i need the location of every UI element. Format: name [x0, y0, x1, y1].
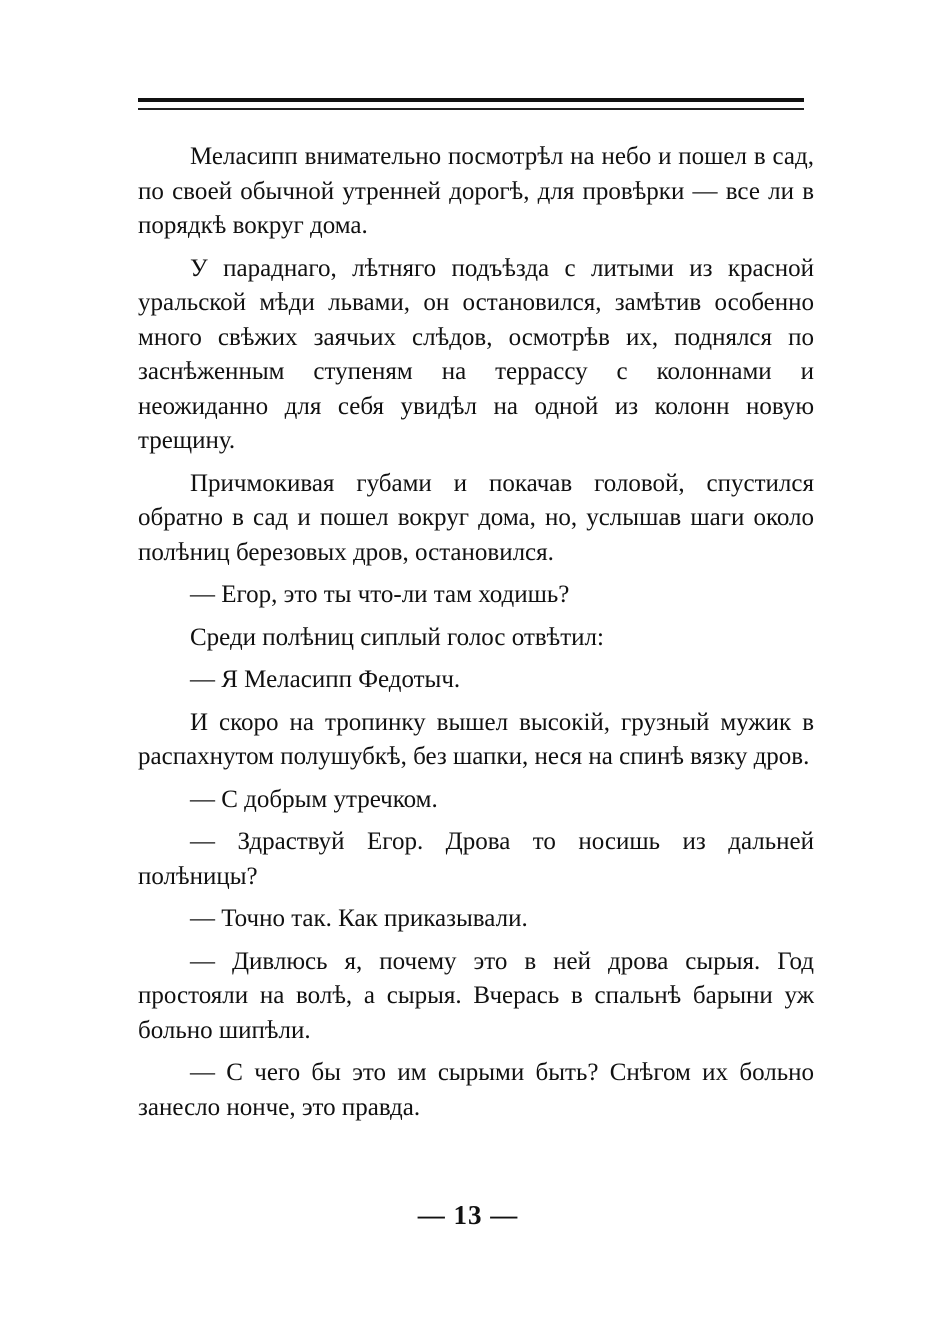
header-rule-thick — [138, 98, 804, 102]
dialogue-line: — Дивлюсь я, почему это в ней дрова сырыя. Год простояли на волѣ, а сырыя. Вчерась в спальнѣ барыни уж больно шипѣли. — [138, 947, 814, 1044]
header-rule-thin — [138, 108, 804, 110]
dialogue-line: — Здраствуй Егор. Дрова то носишь из дальней полѣницы? — [138, 828, 814, 890]
page-number: — 13 — — [417, 1200, 519, 1230]
dialogue-line: — С добрым утречком. — [190, 785, 438, 813]
paragraph: И скоро на тропинку вышел высокій, грузный мужик в распахнутом полушубкѣ, без шапки, неся на спинѣ вязку дров. — [138, 708, 814, 770]
paragraph: Среди полѣниц сиплый голос отвѣтил: — [190, 623, 604, 651]
paragraph: Причмокивая губами и покачав головой, спустился обратно в сад и пошел вокруг дома, но, услышав шаги около полѣниц березовых дров, остановился. — [138, 469, 814, 566]
paragraph: У параднаго, лѣтняго подъѣзда с литыми из красной уральской мѣди львами, он остановился, замѣтив особенно много свѣжих заячьих слѣдов, осмотрѣв их, поднялся по заснѣженным ступеням на террассу с колоннами и неожиданно для себя увидѣл на одной из колонн новую трещину. — [138, 254, 814, 454]
paragraph: Меласипп внимательно посмотрѣл на небо и пошел в сад, по своей обычной утренней дорогѣ, для провѣрки — все ли в порядкѣ вокруг дома. — [138, 143, 814, 239]
dialogue-line: — Точно так. Как приказывали. — [190, 905, 528, 932]
body-text — [138, 140, 814, 1133]
dialogue-line: — Я Меласипп Федотыч. — [190, 666, 461, 693]
dialogue-line: — Егор, это ты что-ли там ходишь? — [190, 581, 570, 608]
dialogue-line: — С чего бы это им сырыми быть? Снѣгом их больно занесло нонче, это правда. — [138, 1059, 814, 1121]
